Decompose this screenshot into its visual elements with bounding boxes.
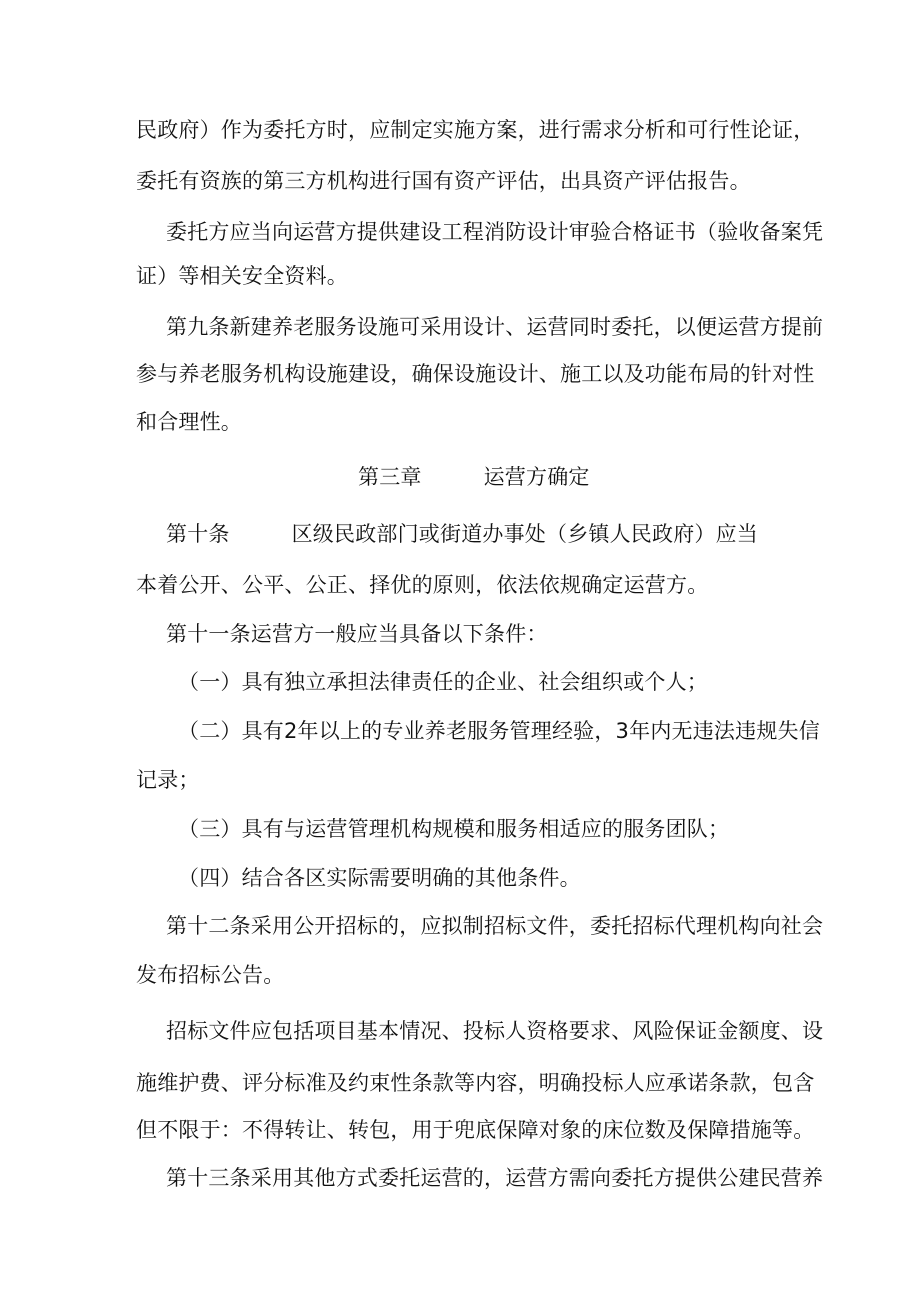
text-line: 发布招标公告。 — [136, 963, 285, 987]
text-line: 委托有资族的第三方机构进行国有资产评估，出具资产评估报告。 — [136, 169, 751, 193]
text-line: 民政府）作为委托方时，应制定实施方案，进行需求分析和可行性论证， — [136, 118, 815, 142]
text-line: 施维护费、评分标准及约束性条款等内容，明确投标人应承诺条款，包含 — [136, 1071, 815, 1095]
text-line: （四）结合各区实际需要明确的其他条件。 — [178, 866, 581, 890]
text-line: 证）等相关安全资料。 — [136, 264, 348, 288]
text-line: 第十二条采用公开招标的，应拟制招标文件，委托招标代理机构向社会 — [166, 914, 824, 938]
text-line: （一）具有独立承担法律责任的企业、社会组织或个人； — [178, 670, 708, 694]
chapter-number: 第三章 — [358, 465, 422, 489]
text-line: 第十三条采用其他方式委托运营的，运营方需向委托方提供公建民营养 — [166, 1166, 824, 1190]
text-line: 招标文件应包括项目基本情况、投标人资格要求、风险保证金额度、设 — [166, 1019, 824, 1043]
text-line: 委托方应当向运营方提供建设工程消防设计审验合格证书（验收备案凭 — [166, 220, 824, 244]
text-line: 记录； — [136, 768, 200, 792]
text-line: 和合理性。 — [136, 410, 242, 434]
chapter-heading — [0, 462, 920, 492]
text-line: 本着公开、公平、公正、择优的原则，依法依规确定运营方。 — [136, 573, 709, 597]
article-10-text: 区级民政部门或街道办事处（乡镇人民政府）应当 — [291, 522, 759, 546]
text-line: 第十一条运营方一般应当具备以下条件： — [166, 622, 548, 646]
text-line: 但不限于：不得转让、转包，用于兜底保障对象的床位数及保障措施等。 — [136, 1118, 815, 1142]
text-line: （二）具有2年以上的专业养老服务管理经验，3年内无违法违规失信 — [178, 719, 820, 743]
text-line: 参与养老服务机构设施建设，确保设施设计、施工以及功能布局的针对性 — [136, 362, 815, 386]
chapter-title: 运营方确定 — [483, 465, 590, 489]
text-line: 第九条新建养老服务设施可采用设计、运营同时委托，以便运营方提前 — [166, 315, 824, 339]
text-line: （三）具有与运营管理机构规模和服务相适应的服务团队； — [178, 817, 730, 841]
article-10-label: 第十条 — [166, 522, 230, 546]
article-10-line — [0, 519, 920, 549]
